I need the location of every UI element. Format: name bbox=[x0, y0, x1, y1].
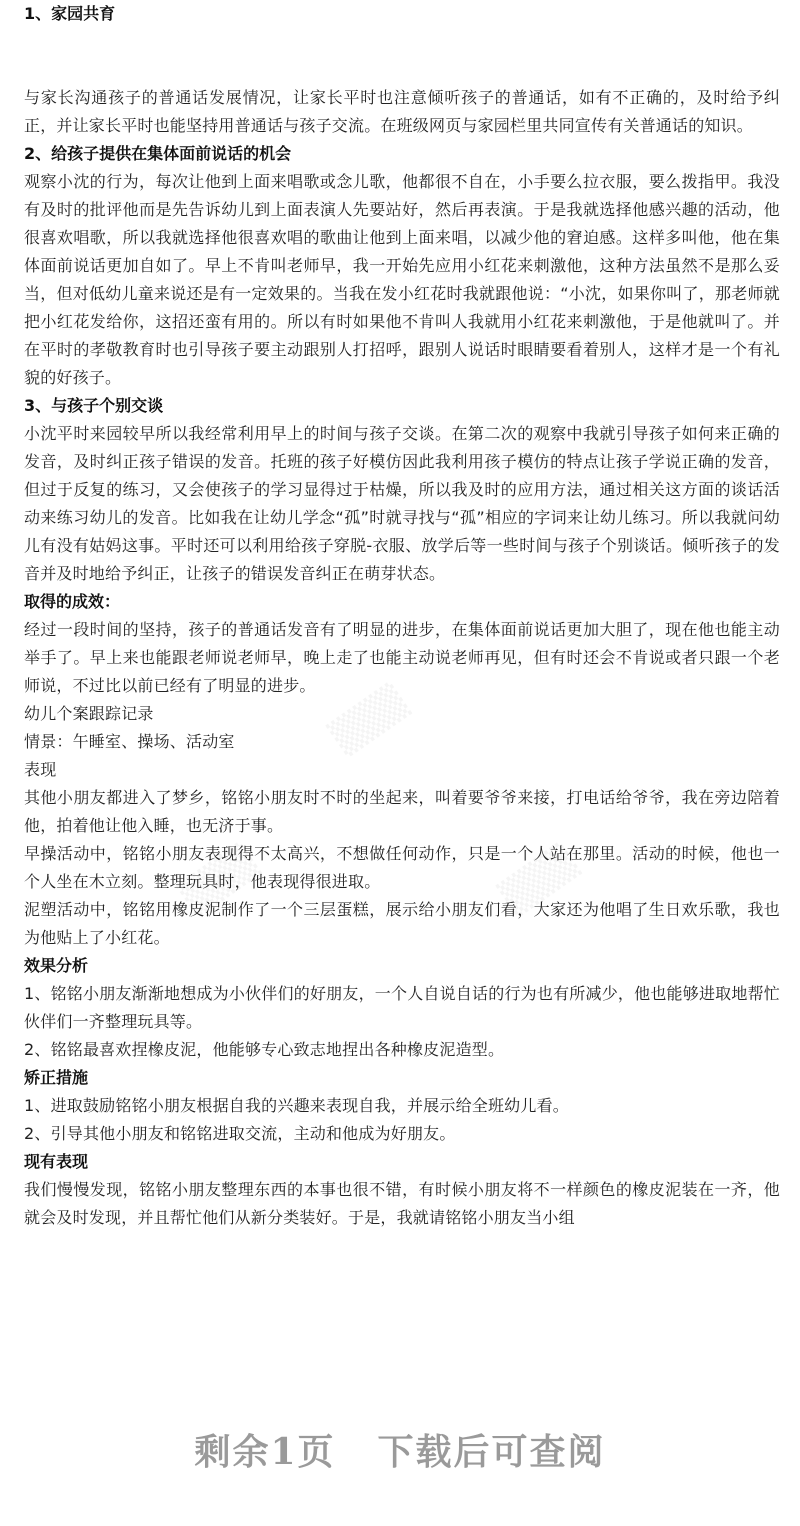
section-heading-current: 现有表现 bbox=[24, 1152, 89, 1171]
paragraph: 其他小朋友都进入了梦乡，铭铭小朋友时不时的坐起来，叫着要爷爷来接，打电话给爷爷，我在旁边陪着他，拍着他让他入睡，也无济于事。 bbox=[24, 788, 780, 835]
paragraph: 观察小沈的行为，每次让他到上面来唱歌或念儿歌，他都很不自在，小手要么拉衣服，要么拨指甲。我没有及时的批评他而是先告诉幼儿到上面表演人先要站好，然后再表演。于是我就选择他感兴趣的活动，他很喜欢唱歌，所以我就选择他很喜欢唱的歌曲让他到上面来唱，以减少他的窘迫感。这样多叫他，他在集体面前说话更加自如了。早上不肯叫老师早，我一开始先应用小红花来刺激他，这种方法虽然不是那么妥当，但对低幼儿童来说还是有一定效果的。当我在发小红花时我就跟他说：“小沈，如果你叫了，那老师就把小红花发给你，这招还蛮有用的。所以有时如果他不肯叫人我就用小红花来刺激他，于是他就叫了。并在平时的孝敬教育时也引导孩子要主动跟别人打招呼，跟别人说话时眼睛要看着别人，这样才是一个有礼貌的好孩子。 bbox=[24, 172, 780, 387]
paragraph: 与家长沟通孩子的普通话发展情况，让家长平时也注意倾听孩子的普通话，如有不正确的，及时给予纠正，并让家长平时也能坚持用普通话与孩子交流。在班级网页与家园栏里共同宣传有关普通话的知识。 bbox=[24, 88, 780, 135]
performance-label: 表现 bbox=[24, 760, 57, 779]
paragraph: 我们慢慢发现，铭铭小朋友整理东西的本事也很不错，有时候小朋友将不一样颜色的橡皮泥装在一齐，他就会及时发现，并且帮忙他们从新分类装好。于是，我就请铭铭小朋友当小组 bbox=[24, 1180, 780, 1227]
watermark: ▒▒▒ bbox=[325, 681, 413, 759]
watermark: ▒▒▒ bbox=[495, 841, 583, 919]
download-prompt[interactable] bbox=[0, 1424, 800, 1475]
remaining-pages-label: 剩余1页 bbox=[194, 1431, 336, 1473]
section-heading-individual-talk: 3、与孩子个别交谈 bbox=[24, 396, 164, 415]
paragraph: 1、铭铭小朋友渐渐地想成为小伙伴们的好朋友，一个人自说自话的行为也有所减少，他也能够进取地帮忙伙伴们一齐整理玩具等。 bbox=[24, 984, 780, 1031]
paragraph: 早操活动中，铭铭小朋友表现得不太高兴，不想做任何动作，只是一个人站在那里。活动的时候，他也一个人坐在木立刻。整理玩具时，他表现得很进取。 bbox=[24, 844, 780, 891]
paragraph: 2、铭铭最喜欢捏橡皮泥，他能够专心致志地捏出各种橡皮泥造型。 bbox=[24, 1040, 505, 1059]
paragraph: 经过一段时间的坚持，孩子的普通话发音有了明显的进步，在集体面前说话更加大胆了，现在他也能主动举手了。早上来也能跟老师说老师早，晚上走了也能主动说老师再见，但有时还会不肯说或者只跟一个老师说，不过比以前已经有了明显的进步。 bbox=[24, 620, 780, 695]
spacer bbox=[24, 28, 780, 84]
document-body bbox=[24, 0, 780, 1232]
section-heading-correction: 矫正措施 bbox=[24, 1068, 89, 1087]
paragraph: 泥塑活动中，铭铭用橡皮泥制作了一个三层蛋糕，展示给小朋友们看，大家还为他唱了生日欢乐歌，我也为他贴上了小红花。 bbox=[24, 900, 780, 947]
paragraph: 小沈平时来园较早所以我经常利用早上的时间与孩子交谈。在第二次的观察中我就引导孩子如何来正确的发音，及时纠正孩子错误的发音。托班的孩子好模仿因此我利用孩子模仿的特点让孩子学说正确的发音，但过于反复的练习，又会使孩子的学习显得过于枯燥，所以我及时的应用方法，通过相关这方面的谈话活动来练习幼儿的发音。比如我在让幼儿学念“孤”时就寻找与“孤”相应的字词来让幼儿练习。所以我就问幼儿有没有姑妈这事。平时还可以利用给孩子穿脱-衣服、放学后等一些时间与孩子个别谈话。倾听孩子的发音并及时地给予纠正，让孩子的错误发音纠正在萌芽状态。 bbox=[24, 424, 780, 583]
paragraph: 1、进取鼓励铭铭小朋友根据自我的兴趣来表现自我，并展示给全班幼儿看。 bbox=[24, 1096, 569, 1115]
download-to-view-label: 下载后可查阅 bbox=[377, 1431, 606, 1473]
scene-line: 情景：午睡室、操场、活动室 bbox=[24, 732, 235, 751]
paragraph: 2、引导其他小朋友和铭铭进取交流，主动和他成为好朋友。 bbox=[24, 1124, 456, 1143]
section-heading-home-school: 1、家园共育 bbox=[24, 4, 116, 23]
section-heading-results: 取得的成效： bbox=[24, 592, 121, 611]
section-heading-effect-analysis: 效果分析 bbox=[24, 956, 89, 975]
watermark: ▒▒▒ bbox=[175, 841, 263, 919]
case-record-title: 幼儿个案跟踪记录 bbox=[24, 704, 154, 723]
section-heading-speaking-opportunity: 2、给孩子提供在集体面前说话的机会 bbox=[24, 144, 292, 163]
